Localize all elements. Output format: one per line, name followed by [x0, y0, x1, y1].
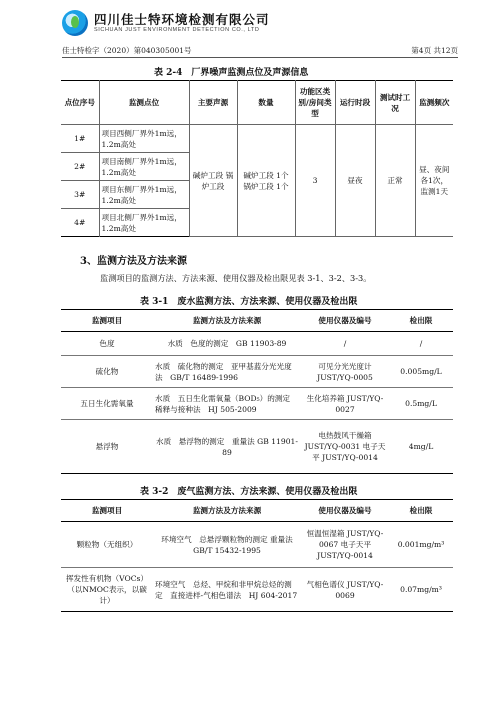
table1-header-cell: 主要声源 [189, 81, 237, 125]
monitoring-frequency: 昼、夜间各1次，监测1天 [415, 125, 453, 237]
zone-type: 3 [295, 125, 335, 237]
table1-header-cell: 数量 [237, 81, 295, 125]
table3-header-cell: 监测项目 [61, 500, 153, 522]
table1-header-cell: 监测点位 [99, 81, 189, 125]
table-row [61, 420, 453, 474]
instrument: 电热鼓风干燥箱 JUST/YQ-0031 电子天平 JUST/YQ-0014 [304, 431, 386, 462]
monitoring-item: 悬浮物 [95, 442, 119, 451]
point-number: 3# [61, 181, 99, 209]
table-row [61, 568, 453, 612]
section-paragraph: 监测项目的监测方法、方法来源、使用仪器及检出限见表 3-1、3-2、3-3。 [100, 273, 372, 283]
point-number: 2# [61, 153, 99, 181]
table2-header-cell: 监测项目 [61, 310, 153, 332]
method-source: 水质 悬浮物的测定 重量法 GB 11901-89 [156, 436, 298, 457]
company-name: 四川佳士特环境检测有限公司 [94, 12, 270, 27]
detection-limit: / [389, 332, 453, 356]
detection-limit: 0.005mg/L [389, 356, 453, 388]
method-source: 水质 五日生化需氧量（BOD₅）的测定 稀释与接种法 HJ 505-2009 [153, 388, 301, 420]
table1-header-cell: 点位序号 [61, 81, 99, 125]
method-source: 水质 色度的测定 GB 11903-89 [153, 332, 301, 356]
page-number: 第4页 共12页 [411, 46, 458, 55]
table3-header-cell: 使用仪器及编号 [301, 500, 389, 522]
table2-header-cell: 使用仪器及编号 [301, 310, 389, 332]
method-source: 环境空气 总烃、甲烷和非甲烷总烃的测定 直接进样-气相色谱法 HJ 604-2017 [155, 579, 298, 600]
exhaust-gas-method-table [61, 499, 453, 612]
table-row [61, 332, 453, 356]
point-number: 4# [61, 209, 99, 237]
table-row [61, 388, 453, 420]
detection-limit: 0.5mg/L [389, 388, 453, 420]
detection-limit: 4mg/L [408, 442, 434, 451]
point-location: 项目东侧厂界外1m远，1.2m高处 [99, 181, 189, 209]
instrument: / [301, 332, 389, 356]
table1-header-cell: 运行时段 [335, 81, 375, 125]
point-location: 项目南侧厂界外1m远，1.2m高处 [99, 153, 189, 181]
detection-limit: 0.001mg/m³ [389, 522, 453, 568]
detection-limit: 0.07mg/m³ [400, 585, 442, 594]
table3-header-cell: 监测方法及方法来源 [153, 500, 301, 522]
monitoring-item: 颗粒物（无组织） [61, 522, 153, 568]
table1-header-cell: 监测频次 [415, 81, 453, 125]
monitoring-item: 挥发性有机物（VOCs）（以NMOC表示，以碳计） [65, 574, 149, 605]
company-logo-icon [62, 10, 88, 36]
table-row [61, 356, 453, 388]
table-row [61, 522, 453, 568]
noise-source: 碱炉工段 锅炉工段 [189, 125, 237, 237]
table1-header-cell: 测试时工况 [375, 81, 415, 125]
method-source: 环境空气 总悬浮颗粒物的测定 重量法 GB/T 15432-1995 [153, 522, 301, 568]
method-source: 水质 硫化物的测定 亚甲基蓝分光光度法 GB/T 16489-1996 [153, 356, 301, 388]
table3-header-cell: 检出限 [389, 500, 453, 522]
table2-header-cell: 监测方法及方法来源 [153, 310, 301, 332]
table1-header-row [61, 81, 453, 125]
instrument: 生化培养箱 JUST/YQ-0027 [301, 388, 389, 420]
table3-caption: 表 3-2 废气监测方法、方法来源、使用仪器及检出限 [140, 487, 358, 497]
operating-condition: 正常 [375, 125, 415, 237]
monitoring-item: 五日生化需氧量 [61, 388, 153, 420]
operating-period: 昼夜 [335, 125, 375, 237]
report-number: 佳士特检字（2020）第040305001号 [62, 46, 192, 55]
instrument: 可见分光光度计 JUST/YQ-0005 [301, 356, 389, 388]
company-name-en: SICHUAN JUST ENVIRONMENT DETECTION CO., LTD [94, 27, 260, 33]
header-divider [62, 57, 458, 58]
noise-monitoring-table [61, 80, 453, 237]
point-location: 项目北侧厂界外1m远，1.2m高处 [99, 209, 189, 237]
table1-caption: 表 2-4 厂界噪声监测点位及声源信息 [154, 68, 309, 78]
wastewater-method-table [61, 309, 453, 474]
instrument: 气相色谱仪 JUST/YQ-0069 [306, 579, 384, 600]
source-quantity: 碱炉工段 1个 锅炉工段 1个 [237, 125, 295, 237]
point-location: 项目西侧厂界外1m远，1.2m高处 [99, 125, 189, 153]
point-number: 1# [61, 125, 99, 153]
section-title: 3、监测方法及方法来源 [80, 256, 187, 267]
monitoring-item: 色度 [61, 332, 153, 356]
table-row [61, 125, 453, 153]
table2-header-row [61, 310, 453, 332]
instrument: 恒温恒湿箱 JUST/YQ-0067 电子天平 JUST/YQ-0014 [301, 522, 389, 568]
monitoring-item: 硫化物 [61, 356, 153, 388]
report-header [62, 8, 458, 58]
table2-caption: 表 3-1 废水监测方法、方法来源、使用仪器及检出限 [140, 297, 358, 307]
table3-header-row [61, 500, 453, 522]
table2-header-cell: 检出限 [389, 310, 453, 332]
table1-header-cell: 功能区类别/房间类型 [295, 81, 335, 125]
